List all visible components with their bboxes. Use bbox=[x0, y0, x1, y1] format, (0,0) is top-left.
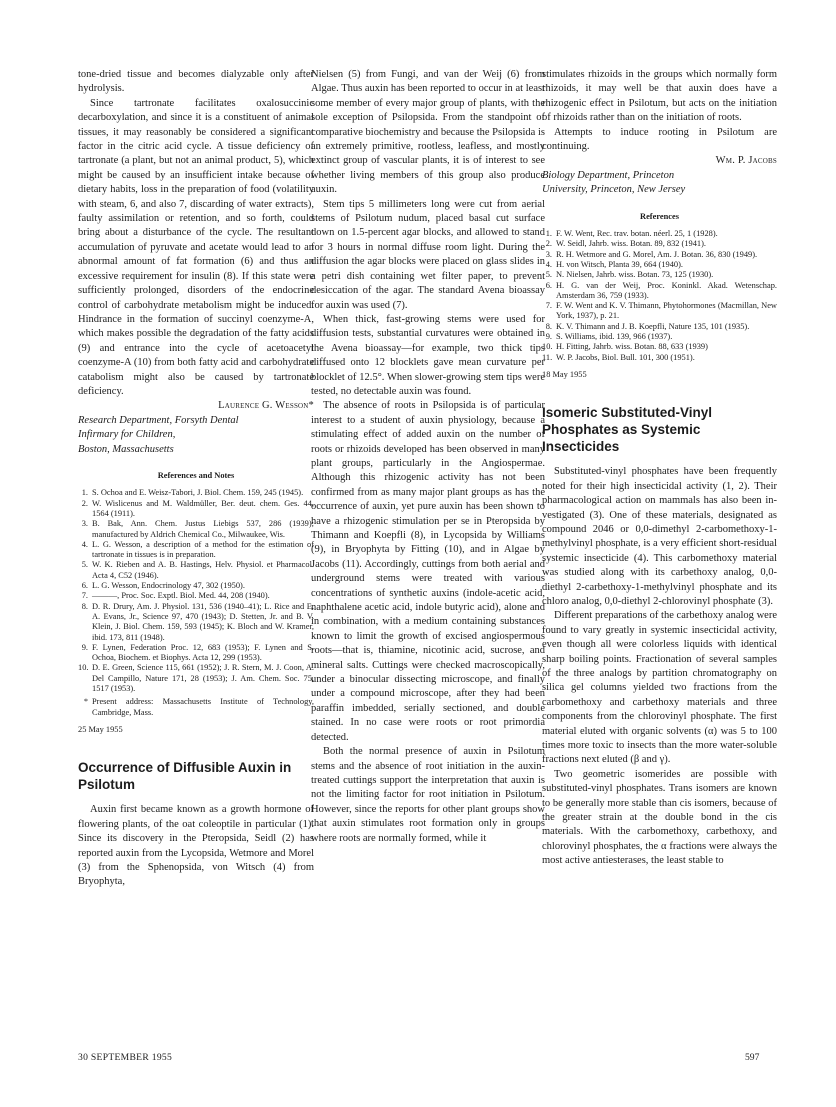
footnote bbox=[78, 697, 314, 718]
reference-number: 9. bbox=[545, 332, 552, 342]
reference-text: R. H. Wetmore and G. Morel, Am. J. Botan. 36, 830 (1949). bbox=[556, 249, 758, 259]
reference-number: 5. bbox=[81, 560, 88, 570]
reference-number: 1. bbox=[81, 488, 88, 498]
reference-number: 4. bbox=[81, 539, 88, 549]
reference-text: H. von Witsch, Planta 39, 664 (1940). bbox=[556, 259, 683, 269]
reference-number: 3. bbox=[545, 249, 552, 259]
reference-item bbox=[542, 322, 777, 332]
reference-text: ———, Proc. Soc. Exptl. Biol. Med. 44, 208 (1940). bbox=[92, 591, 270, 601]
paragraph: Stem tips 5 millimeters long were cut from aerial stems of Psilotum nudum, placed basal cut surface down on 1.5-percent agar blocks, and allowed to stand for 3 hours in normal diffuse room light. During the diffusion the agar blocks were placed on glass slides in a petri dish containing wet filter paper, to prevent desiccation of the agar. The standard Avena bioassay for auxin was used (7). bbox=[311, 198, 545, 311]
paragraph: Both the normal presence of auxin in Psilotum stems and the absence of root initiation in the auxin-treated cuttings support the interpretation that auxin is not the limiting factor for root initiation in Psilotum. However, since the reports for other plant groups show that auxin stimulates root formation only in groups where roots are normally formed, while it bbox=[311, 746, 545, 844]
column-middle bbox=[311, 68, 545, 846]
affiliation-line: Boston, Massachusetts bbox=[78, 443, 174, 455]
reference-item bbox=[542, 301, 777, 322]
reference-number: 11. bbox=[542, 352, 553, 362]
reference-item bbox=[542, 250, 777, 260]
reference-number: 8. bbox=[81, 601, 88, 611]
received-date: 25 May 1955 bbox=[78, 724, 123, 734]
reference-text: K. V. Thimann and J. B. Koepfli, Nature 135, 101 (1935). bbox=[556, 321, 750, 331]
reference-item bbox=[78, 519, 314, 540]
affiliation bbox=[78, 414, 314, 457]
reference-number: 5. bbox=[545, 270, 552, 280]
reference-text: S. Ochoa and E. Weisz-Tabori, J. Biol. Chem. 159, 245 (1945). bbox=[92, 488, 304, 498]
reference-item bbox=[78, 663, 314, 694]
paragraph: The absence of roots in Psilopsida is of particular interest to a student of auxin physiology, because a stimulating effect of added auxin on the number of roots or rhizoids developed has been observed in many plant groups, particularly in the Angiospermae. Although this rhizogenic activity has not been confirmed from as many major plant groups as has the occurrence of auxin, yet pure auxin has been shown to have a rhizogenic stimulation per se in Pteropsida by Thimann and Koepfli (8), in Lycopsida by Williams (9), in Bryophyta by Fitting (10), and in Algae by Jacobs (11). Accordingly, cuttings from both aerial and underground stems were treated with various concentrations of synthetic auxins (indole-acetic acid, naphthalene acetic acid, indole butyric acid), alone and in combination, with a medium containing substances known to limit the growth of excised angiospermous roots—that is, thiamine, nicotinic acid, sucrose, and mineral salts. Cuttings were checked macroscopically, under a binocular dissecting microscope, and finally under a compound microscope, after they had been paraffin imbedded, serially sectioned, and double stained. In no case were roots or root primordia detected. bbox=[311, 400, 545, 743]
affiliation-line: Infirmary for Children, bbox=[78, 429, 176, 441]
column-left bbox=[78, 68, 314, 890]
reference-item bbox=[542, 332, 777, 342]
paragraph: Nielsen (5) from Fungi, and van der Weij (6) from Algae. Thus auxin has been reported to occur in at least some member of every major group of plants, with the sole exception of Psilopsida. From the standpoint of comparative biochemistry and because the Psilopsida is an extremely primitive, rootless, leafless, and mostly extinct group of vascular plants, it is of interest to see whether living members of this group also produce auxin. bbox=[311, 69, 545, 196]
reference-text: H. Fitting, Jahrb. wiss. Botan. 88, 633 (1939) bbox=[556, 342, 708, 352]
paragraph: Substituted-vinyl phosphates have been frequently noted for their high insecticidal activity (1, 2). Their pharmacological action on mammals has also been investigated (3). One of these materials, designated as compound 2046 or 0,0-dimethyl 2-carbomethoxy-1-methylvinyl phosphate, is a very efficient short-residual systemic insecticide (4). This carbomethoxy material was studied along with its carbethoxy analog, 0,0-diethyl 2-carbethoxy-1-methylvinyl phosphate and its chloro analog, 0,0-diethyl 2-chlorovinyl phosphate (3). bbox=[542, 466, 777, 607]
reference-item bbox=[542, 353, 777, 363]
reference-item bbox=[78, 602, 314, 643]
reference-number: 6. bbox=[81, 581, 88, 591]
reference-text: B. Bak, Ann. Chem. Justus Liebigs 537, 286 (1939); manufactured by Aldrich Chemical Co., Milwaukee, Wis. bbox=[92, 519, 314, 539]
reference-number: 10. bbox=[78, 663, 89, 673]
reference-number: 6. bbox=[545, 280, 552, 290]
page-number: 597 bbox=[745, 1052, 760, 1063]
footnote-mark: * bbox=[83, 697, 88, 707]
article-heading: Isomeric Substituted-Vinyl Phosphates as Systemic Insecticides bbox=[542, 405, 713, 455]
paragraph: Attempts to induce rooting in Psilotum are continuing. bbox=[542, 126, 777, 153]
author-signature: Laurence G. Wesson* bbox=[218, 400, 314, 412]
reference-text: W. Seidl, Jahrb. wiss. Botan. 89, 832 (1941). bbox=[556, 239, 706, 249]
references-list bbox=[78, 488, 314, 694]
reference-text: F. Lynen, Federation Proc. 12, 683 (1953); F. Lynen and S. Ochoa, Biochem. et Biophys. Acta 12, 299 (1953). bbox=[92, 642, 314, 663]
reference-text: W. K. Rieben and A. B. Hastings, Helv. Physiol. et Pharmacol. Acta 4, C52 (1946). bbox=[92, 560, 314, 580]
affiliation-line: Research Department, Forsyth Dental bbox=[78, 414, 239, 426]
reference-item bbox=[78, 540, 314, 561]
reference-item bbox=[542, 281, 777, 302]
affiliation-line: Biology Department, Princeton bbox=[542, 169, 675, 181]
issue-date: 30 SEPTEMBER 1955 bbox=[78, 1052, 173, 1063]
reference-number: 4. bbox=[545, 259, 552, 269]
affiliation bbox=[542, 169, 777, 198]
reference-number: 2. bbox=[545, 239, 552, 249]
reference-text: N. Nielsen, Jahrb. wiss. Botan. 73, 125 (1930). bbox=[556, 270, 714, 280]
reference-item bbox=[78, 643, 314, 664]
article-heading: Occurrence of Diffusible Auxin in Psilotum bbox=[78, 760, 292, 793]
reference-item bbox=[78, 591, 314, 601]
author-signature: Wm. P. Jacobs bbox=[715, 155, 777, 167]
reference-item bbox=[78, 488, 314, 498]
reference-text: L. G. Wesson, a description of a method for the estimation of tartronate in tissues is in preparation. bbox=[92, 539, 314, 560]
references-list bbox=[542, 229, 777, 363]
reference-text: F. W. Went and K. V. Thimann, Phytohormones (Macmillan, New York, 1937), p. 21. bbox=[556, 301, 777, 321]
paragraph: Two geometric isomerides are possible with substituted-vinyl phosphates. Trans isomers are known to be generally more stable than cis isomers, because of the greater strain at the double bond in the cis materials. With the carbomethoxy, carbethoxy, and chlorovinyl phosphates, the α fractions were always the most active antiesterases, the least stable to bbox=[542, 768, 777, 867]
received-date: 18 May 1955 bbox=[542, 369, 587, 379]
reference-number: 1. bbox=[545, 229, 552, 239]
paragraph: tone-dried tissue and becomes dialyzable only after hydrolysis. bbox=[78, 69, 314, 95]
paragraph: Auxin first became known as a growth hormone of flowering plants, of the oat coleoptile in particular (1). Since its discovery in the Pteropsida, Seidl (2) has reported auxin from the Lycopsida, Wetmore and Morel (3) from the Sphenopsida, von Witsch (4) from Bryophyta, bbox=[78, 804, 314, 888]
reference-text: H. G. van der Weij, Proc. Koninkl. Akad. Wetenschap. Amsterdam 36, 759 (1933). bbox=[556, 280, 777, 300]
paragraph: Since tartronate facilitates oxalosuccinic decarboxylation, and since it is a constituent of animal tissues, it may reasonably be considered a significant factor in the citric acid cycle. A tissue deficiency of tartronate (a plant, but not an animal product, 5), which might be caused by an insufficient intake because of dietary habits, loss in the preparation of food (volatility with steam, 6, and also 7, discarding of water extracts), faulty assimilation or retention, and so forth, could bring about a disturbance of the cycle. The resultant accumulation of pyruvate and acetate would lead to an abnormal amount of fat formation (6) and thus an excessive requirement for insulin (8). If this state were sufficiently prolonged, disorders of the endocrine control of carbohydrate metabolism might be induced. Hindrance in the formation of succinyl coenzyme-A, which makes possible the degradation of the fatty acids (9) and entrance into the cycle of acetoacetyl coenzyme-A (10) from both fatty acid and carbohydrate catabolism might also be caused by tartronate deficiency. bbox=[78, 97, 314, 397]
reference-item bbox=[542, 260, 777, 270]
reference-item bbox=[78, 560, 314, 581]
paragraph: stimulates rhizoids in the groups which normally form rhizoids, it may well be that auxin does have a rhizogenic effect in Psilotum, but acts on the initiation of rhizoids rather than on the initiation of roots. bbox=[542, 69, 777, 124]
column-right bbox=[542, 68, 777, 869]
reference-number: 10. bbox=[542, 342, 553, 352]
references-heading: References bbox=[640, 211, 679, 221]
affiliation-line: University, Princeton, New Jersey bbox=[542, 184, 686, 196]
reference-text: F. W. Went, Rec. trav. botan. néerl. 25, 1 (1928). bbox=[556, 229, 718, 239]
reference-number: 7. bbox=[545, 301, 552, 311]
reference-number: 8. bbox=[545, 321, 552, 331]
reference-text: L. G. Wesson, Endocrinology 47, 302 (1950). bbox=[92, 581, 245, 591]
reference-item bbox=[542, 342, 777, 352]
reference-item bbox=[78, 499, 314, 520]
reference-item bbox=[78, 581, 314, 591]
reference-number: 7. bbox=[81, 591, 88, 601]
reference-text: W. Wislicenus and M. Waldmüller, Ber. deut. chem. Ges. 44, 1564 (1911). bbox=[92, 498, 314, 518]
reference-text: D. R. Drury, Am. J. Physiol. 131, 536 (1940–41); L. Rice and E. A. Evans, Jr., Science 97, 470 (1943); D. Stetten, Jr. and B. V. Klein, J. Biol. Chem. 159, 593 (1945); K. Bloch and W. Kramer, ibid. 173, 811 (1948). bbox=[92, 601, 314, 642]
reference-text: S. Williams, ibid. 139, 966 (1937). bbox=[556, 332, 673, 342]
references-heading: References and Notes bbox=[157, 470, 235, 480]
reference-item bbox=[542, 239, 777, 249]
reference-item bbox=[542, 229, 777, 239]
reference-number: 9. bbox=[81, 642, 88, 652]
paragraph: Different preparations of the carbethoxy analog were found to vary greatly in systemic insecticidal activity, even though all were colorless liquids with identical sharp boiling points. Fractionation of several samples of the three analogs by partition chromatography on silica gel columns yielded two fractions from the carbomethoxy and carbethoxy materials and three components from the chlorovinyl phosphate. The first material eluted with organic solvents (α) was 5 to 100 times more toxic to insects than the more water-soluble fractions next eluted (β and γ). bbox=[542, 610, 777, 766]
reference-text: W. P. Jacobs, Biol. Bull. 101, 300 (1951). bbox=[556, 352, 695, 362]
reference-item bbox=[542, 270, 777, 280]
paragraph: When thick, fast-growing stems were used for diffusion tests, substantial curvatures were obtained in the Avena bioassay—for example, two thick tips diffused onto 12 blocklets gave mean curvature per blocklet of 12.5°. When slower-growing stem tips were tested, no detectable auxin was found. bbox=[311, 313, 545, 397]
footnote-text: Present address: Massachusetts Institute of Technology, Cambridge, Mass. bbox=[92, 697, 314, 717]
reference-number: 2. bbox=[81, 498, 88, 508]
reference-text: D. E. Green, Science 115, 661 (1952); J. R. Stern, M. J. Coon, A. Del Campillo, Nature 171, 28 (1953); J. Am. Chem. Soc. 75, 1517 (1953). bbox=[92, 663, 314, 694]
reference-number: 3. bbox=[81, 519, 88, 529]
